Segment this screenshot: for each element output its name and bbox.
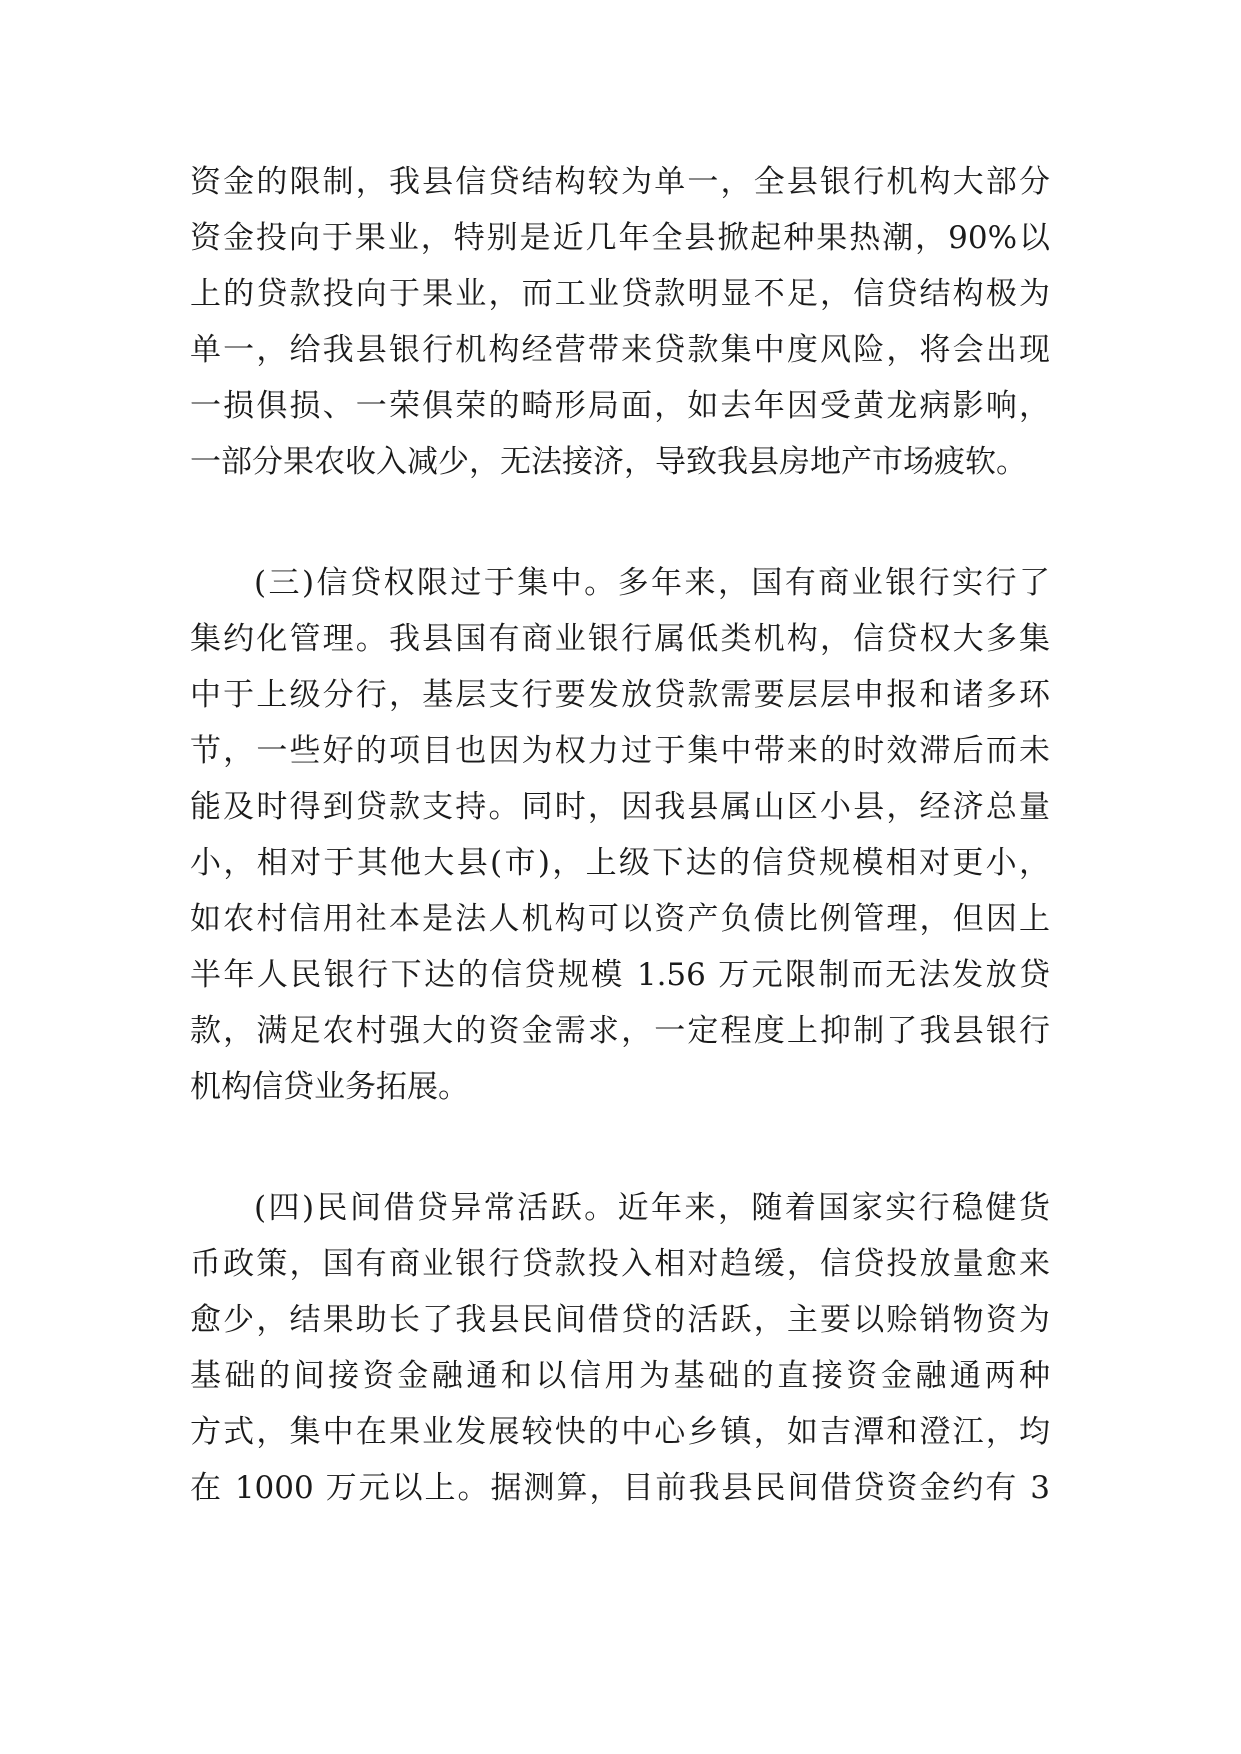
text-line: 上的贷款投向于果业，而工业贷款明显不足，信贷结构极为 xyxy=(190,276,1050,312)
text-line: 一部分果农收入减少，无法接济，导致我县房地产市场疲软。 xyxy=(190,444,1027,480)
text-line: 一损俱损、一荣俱荣的畸形局面，如去年因受黄龙病影响， xyxy=(190,388,1050,424)
text-line: 如农村信用社本是法人机构可以资产负债比例管理，但因上 xyxy=(190,901,1050,937)
text-line: 款，满足农村强大的资金需求，一定程度上抑制了我县银行 xyxy=(190,1013,1050,1049)
text-line: 中于上级分行，基层支行要发放贷款需要层层申报和诸多环 xyxy=(190,677,1050,713)
text-line: 基础的间接资金融通和以信用为基础的直接资金融通两种 xyxy=(190,1358,1050,1394)
text-line: 节，一些好的项目也因为权力过于集中带来的时效滞后而未 xyxy=(190,733,1050,769)
text-line: 单一，给我县银行机构经营带来贷款集中度风险，将会出现 xyxy=(190,332,1050,368)
text-line: 集约化管理。我县国有商业银行属低类机构，信贷权大多集 xyxy=(190,621,1050,657)
text-line: 半年人民银行下达的信贷规模 1.56 万元限制而无法发放贷 xyxy=(190,957,1050,993)
text-line: 资金投向于果业，特别是近几年全县掀起种果热潮，90%以 xyxy=(190,220,1050,256)
text-line: 能及时得到贷款支持。同时，因我县属山区小县，经济总量 xyxy=(190,789,1050,825)
text-line: 愈少，结果助长了我县民间借贷的活跃，主要以赊销物资为 xyxy=(190,1302,1050,1338)
text-line: 在 1000 万元以上。据测算，目前我县民间借贷资金约有 3 xyxy=(190,1470,1050,1506)
text-line: 资金的限制，我县信贷结构较为单一，全县银行机构大部分 xyxy=(190,164,1050,200)
text-line: 币政策，国有商业银行贷款投入相对趋缓，信贷投放量愈来 xyxy=(190,1246,1050,1282)
text-line: 方式，集中在果业发展较快的中心乡镇，如吉潭和澄江，均 xyxy=(190,1414,1050,1450)
text-line: 机构信贷业务拓展。 xyxy=(190,1069,469,1105)
paragraph-heading-line: (四)民间借贷异常活跃。近年来，随着国家实行稳健货 xyxy=(254,1190,1050,1226)
paragraph-heading-line: (三)信贷权限过于集中。多年来，国有商业银行实行了 xyxy=(254,565,1050,601)
text-line: 小，相对于其他大县(市)，上级下达的信贷规模相对更小， xyxy=(190,845,1050,881)
